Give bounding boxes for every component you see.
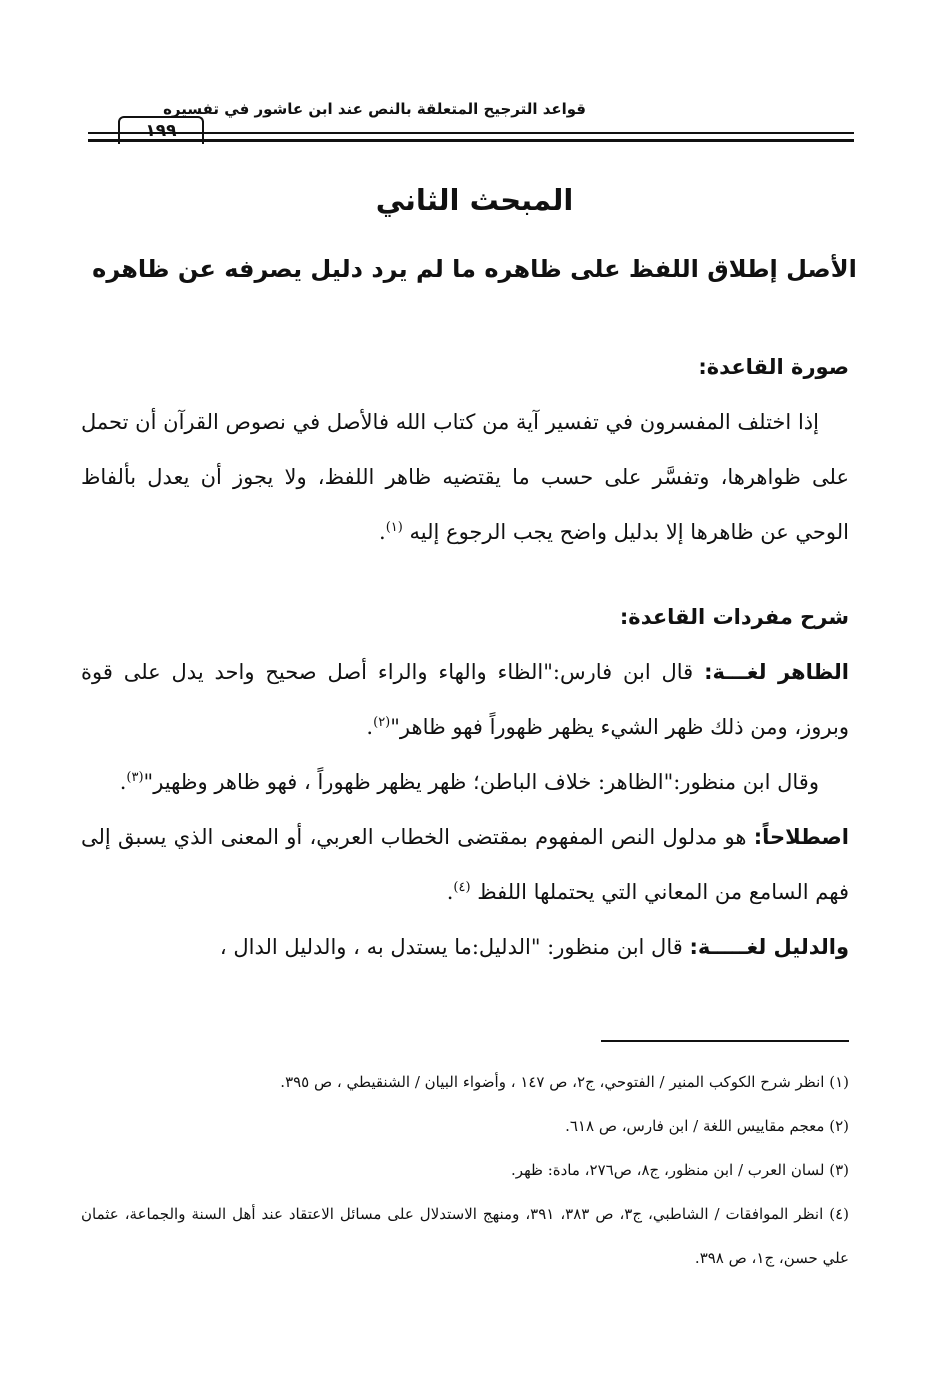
footnote-ref-4: (٤) [453, 880, 471, 895]
spacer [81, 560, 849, 590]
footnote-ref-1: (١) [385, 520, 403, 535]
footnote: (٤) انظر الموافقات / الشاطبي، ج٣، ص ٣٨٣، ٣٩١، ومنهج الاستدلال على مسائل الاعتقاد عند أهل السنة والجماعة، عثمان علي حسن، ج١، ص ٣٩٨. [81, 1205, 849, 1267]
footnote-ref-3: (٣) [126, 770, 144, 785]
form-heading: صورة القاعدة: [698, 355, 849, 379]
dalil-term: والدليل لغـــــة: [689, 935, 849, 959]
footnote-ref-2: (٢) [373, 715, 391, 730]
footnote-separator [601, 1040, 849, 1042]
form-text: إذا اختلف المفسرون في تفسير آية من كتاب الله فالأصل في نصوص القرآن أن تحمل على ظواهرها، وتفسَّر على حسب ما يقتضيه ظاهر اللفظ، ولا يجوز أن يعدل بألفاظ الوحي عن ظاهرها إلا بدليل واضح يجب الرجوع إليه [81, 410, 849, 544]
page-number: ١٩٩ [118, 116, 204, 144]
footnote: (٣) لسان العرب / ابن منظور، ج٨، ص٢٧٦، مادة: ظهر. [511, 1161, 849, 1179]
dalil-text: قال ابن منظور: "الدليل:ما يستدل به ، والدليل الدال ، [219, 935, 683, 959]
istilah-text: هو مدلول النص المفهوم بمقتضى الخطاب العربي، أو المعنى الذي يسبق إلى فهم السامع من المعاني التي يحتملها اللفظ [81, 825, 849, 904]
zahir-text: قال ابن فارس:"الظاء والهاء والراء أصل صحيح واحد يدل على قوة وبروز، ومن ذلك ظهر الشيء يظهر ظهوراً فهو ظاهر" [81, 660, 849, 739]
header-rule [88, 132, 854, 134]
terms-heading: شرح مفردات القاعدة: [619, 605, 849, 629]
rule-title: الأصل إطلاق اللفظ على ظاهره ما لم يرد دليل يصرفه عن ظاهره [92, 255, 857, 283]
manzur-paragraph: وقال ابن منظور:"الظاهر: خلاف الباطن؛ ظهر يظهر ظهوراً ، فهو ظاهر وظهير"$^{(٣)}$. [119, 770, 819, 794]
footnote: (٢) معجم مقاييس اللغة / ابن فارس، ص ٦١٨. [565, 1117, 849, 1135]
dalil-paragraph [81, 920, 849, 975]
zahir-paragraph: الظاهر لغـــة: قال ابن فارس:"الظاء والهاء والراء أصل صحيح واحد يدل على قوة وبروز، ومن ذلك ظهر الشيء يظهر ظهوراً فهو ظاهر"$^{(٢)}$. [81, 660, 850, 739]
running-title: قواعد الترجيح المتعلقة بالنص عند ابن عاشور في تفسيره [163, 100, 586, 118]
footnotes [81, 1060, 849, 1280]
zahir-term: الظاهر لغـــة: [704, 660, 850, 684]
footnote: (١) انظر شرح الكوكب المنير / الفتوحي، ج٢، ص ١٤٧ ، وأضواء البيان / الشنقيطي ، ص ٣٩٥. [280, 1073, 849, 1091]
header-rule-thick [88, 139, 854, 142]
manzur-text: وقال ابن منظور:"الظاهر: خلاف الباطن؛ ظهر يظهر ظهوراً ، فهو ظاهر وظهير" [143, 770, 819, 794]
page-header [88, 96, 854, 146]
istilah-paragraph: اصطلاحاً: هو مدلول النص المفهوم بمقتضى الخطاب العربي، أو المعنى الذي يسبق إلى فهم السامع من المعاني التي يحتملها اللفظ $^{(٤)}$. [81, 825, 849, 904]
main-text [81, 340, 849, 975]
section-heading: المبحث الثاني [375, 183, 574, 217]
istilah-term: اصطلاحاً: [753, 825, 849, 849]
form-paragraph: إذا اختلف المفسرون في تفسير آية من كتاب الله فالأصل في نصوص القرآن أن تحمل على ظواهرها، وتفسَّر على حسب ما يقتضيه ظاهر اللفظ، ولا يجوز أن يعدل بألفاظ الوحي عن ظاهرها إلا بدليل واضح يجب الرجوع إليه $^{(١)}$. [81, 410, 849, 544]
